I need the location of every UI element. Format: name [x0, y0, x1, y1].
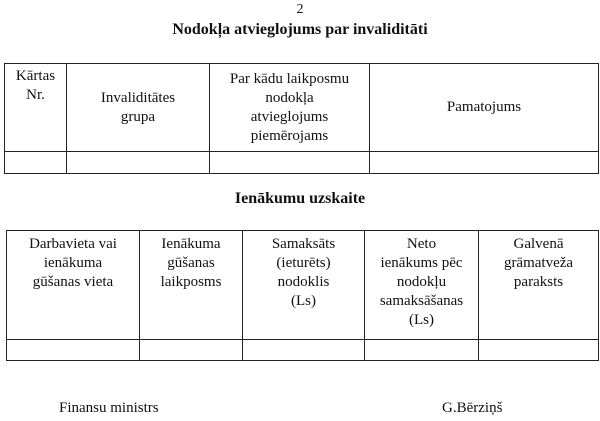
- table-cell: [67, 152, 210, 174]
- table-cell: [7, 340, 140, 361]
- table-cell: [243, 340, 365, 361]
- disability-relief-table: [4, 63, 599, 174]
- column-header-workplace: Darbavieta vai ienākuma gūšanas vieta: [7, 231, 140, 340]
- section-title-income-record: Ienākumu uzskaite: [234, 190, 366, 207]
- column-header-tax-paid: Samaksāts (ieturēts) nodoklis (Ls): [243, 231, 365, 340]
- column-header-relief-period: Par kādu laikposmu nodokļa atvieglojums piemērojams: [210, 64, 370, 152]
- column-header-accountant-signature: Galvenā grāmatveža paraksts: [479, 231, 599, 340]
- table-cell: [479, 340, 599, 361]
- column-header-net-income: Neto ienākums pēc nodokļu samaksāšanas (Ls): [365, 231, 479, 340]
- signatory-name: G.Bērziņš: [442, 400, 503, 416]
- column-header-order-number: Kārtas Nr.: [5, 64, 67, 152]
- column-header-income-period: Ienākuma gūšanas laikposms: [140, 231, 243, 340]
- table-cell: [140, 340, 243, 361]
- table-row: [7, 340, 599, 361]
- signatory-position: Finansu ministrs: [59, 400, 159, 416]
- table-cell: [5, 152, 67, 174]
- table-cell: [365, 340, 479, 361]
- table-header-row: [7, 231, 599, 340]
- income-record-table: [6, 230, 599, 361]
- table-cell: [210, 152, 370, 174]
- table-row: [5, 152, 599, 174]
- page-number: 2: [296, 2, 304, 17]
- section-title-disability-relief: Nodokļa atvieglojums par invaliditāti: [172, 21, 428, 38]
- column-header-justification: Pamatojums: [370, 64, 599, 152]
- table-cell: [370, 152, 599, 174]
- column-header-disability-group: Invaliditātes grupa: [67, 64, 210, 152]
- table-header-row: [5, 64, 599, 152]
